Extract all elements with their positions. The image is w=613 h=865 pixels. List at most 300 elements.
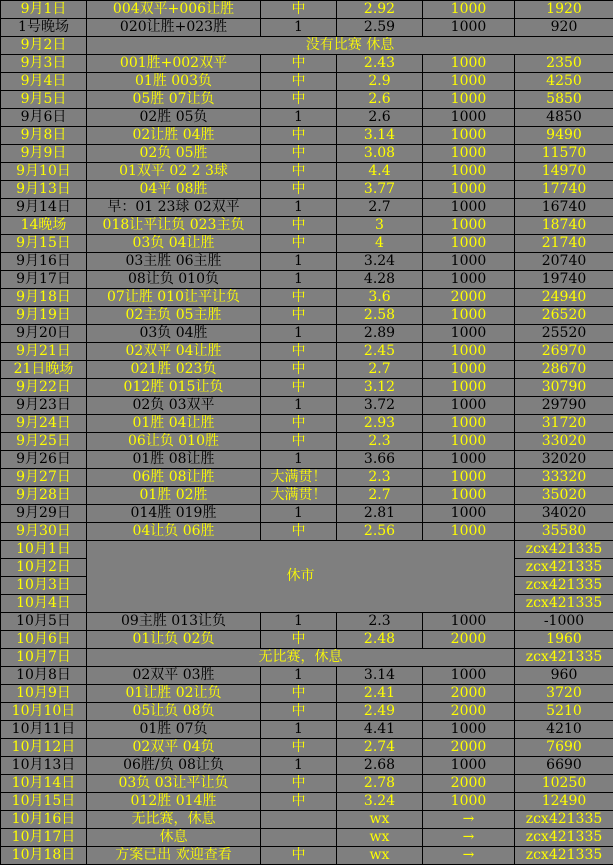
balance-cell: 5850	[515, 91, 613, 109]
result-cell: 中	[261, 685, 337, 703]
table-row	[1, 667, 613, 685]
balance-cell: 21740	[515, 235, 613, 253]
odds-cell: 3	[337, 217, 423, 235]
odds-cell: 4	[337, 235, 423, 253]
result-cell: 中	[261, 739, 337, 757]
result-cell: 1	[261, 721, 337, 739]
date-cell: 9月27日	[1, 469, 87, 487]
odds-cell: 2.93	[337, 415, 423, 433]
table-row	[1, 415, 613, 433]
result-cell: 中	[261, 145, 337, 163]
table-row	[1, 829, 613, 847]
stake-cell: 1000	[423, 613, 515, 631]
balance-cell: 4210	[515, 721, 613, 739]
date-cell: 9月17日	[1, 271, 87, 289]
odds-cell: 3.08	[337, 145, 423, 163]
balance-cell: 20740	[515, 253, 613, 271]
balance-cell: 9490	[515, 127, 613, 145]
table-row	[1, 397, 613, 415]
date-cell: 9月16日	[1, 253, 87, 271]
odds-cell: 2.49	[337, 703, 423, 721]
odds-cell: 3.66	[337, 451, 423, 469]
stake-cell: 1000	[423, 73, 515, 91]
result-cell	[261, 811, 337, 829]
bet-cell: 01胜 003负	[87, 73, 261, 91]
bet-cell: 08让负 010负	[87, 271, 261, 289]
bet-cell: 03负 03让平让负	[87, 775, 261, 793]
date-cell: 9月5日	[1, 91, 87, 109]
bet-cell: 02主负 05主胜	[87, 307, 261, 325]
balance-cell: 31720	[515, 415, 613, 433]
result-cell: 中	[261, 343, 337, 361]
date-cell: 9月26日	[1, 451, 87, 469]
date-cell: 21日晚场	[1, 361, 87, 379]
date-cell: 10月5日	[1, 613, 87, 631]
stake-cell: →	[423, 847, 515, 865]
table-row-no-match	[1, 649, 613, 667]
date-cell: 10月10日	[1, 703, 87, 721]
stake-cell: 2000	[423, 739, 515, 757]
date-cell: 10月17日	[1, 829, 87, 847]
result-cell: 中	[261, 361, 337, 379]
balance-cell: 1920	[515, 1, 613, 19]
result-cell: 中	[261, 379, 337, 397]
result-cell: 中	[261, 217, 337, 235]
result-cell: 中	[261, 163, 337, 181]
odds-cell: 2.45	[337, 343, 423, 361]
balance-cell: 24940	[515, 289, 613, 307]
balance-cell: -1000	[515, 613, 613, 631]
date-cell: 9月4日	[1, 73, 87, 91]
date-cell: 10月18日	[1, 847, 87, 865]
odds-cell: 2.59	[337, 19, 423, 37]
result-cell: 1	[261, 451, 337, 469]
stake-cell: 1000	[423, 415, 515, 433]
balance-cell: 6690	[515, 757, 613, 775]
balance-cell: 14970	[515, 163, 613, 181]
odds-cell: 3.24	[337, 253, 423, 271]
bet-cell: 02负 03双平	[87, 397, 261, 415]
bet-cell: 01胜 07负	[87, 721, 261, 739]
result-cell: 1	[261, 19, 337, 37]
odds-cell: 2.3	[337, 469, 423, 487]
date-cell: 9月21日	[1, 343, 87, 361]
table-row	[1, 487, 613, 505]
result-cell: 1	[261, 667, 337, 685]
table-row	[1, 127, 613, 145]
date-cell: 9月3日	[1, 55, 87, 73]
odds-cell: wx	[337, 829, 423, 847]
table-row	[1, 199, 613, 217]
result-cell: 中	[261, 127, 337, 145]
result-cell: 1	[261, 325, 337, 343]
balance-cell: zcx421335	[515, 811, 613, 829]
bet-cell: 02胜 05负	[87, 109, 261, 127]
bet-cell: 01让胜 02让负	[87, 685, 261, 703]
table-row	[1, 811, 613, 829]
odds-cell: 2.3	[337, 613, 423, 631]
balance-cell: 4850	[515, 109, 613, 127]
table-row	[1, 19, 613, 37]
date-cell: 10月3日	[1, 577, 87, 595]
date-cell: 10月15日	[1, 793, 87, 811]
balance-cell: 33320	[515, 469, 613, 487]
date-cell: 10月7日	[1, 649, 87, 667]
stake-cell: 1000	[423, 343, 515, 361]
result-cell: 中	[261, 847, 337, 865]
odds-cell: 3.24	[337, 793, 423, 811]
stake-cell: 1000	[423, 451, 515, 469]
date-cell: 9月8日	[1, 127, 87, 145]
table-row	[1, 793, 613, 811]
table-row	[1, 775, 613, 793]
result-cell: 中	[261, 415, 337, 433]
result-cell: 中	[261, 289, 337, 307]
bet-cell: 001胜+002双平	[87, 55, 261, 73]
stake-cell: 1000	[423, 721, 515, 739]
balance-cell: 26970	[515, 343, 613, 361]
odds-cell: 2.7	[337, 361, 423, 379]
bet-cell: 02双平 04让胜	[87, 343, 261, 361]
result-cell: 中	[261, 181, 337, 199]
table-row	[1, 703, 613, 721]
bet-cell: 01胜 04让胜	[87, 415, 261, 433]
odds-cell: 4.4	[337, 163, 423, 181]
date-cell: 9月23日	[1, 397, 87, 415]
balance-cell: 32020	[515, 451, 613, 469]
stake-cell: 1000	[423, 271, 515, 289]
stake-cell: 2000	[423, 703, 515, 721]
stake-cell: 1000	[423, 433, 515, 451]
table-row-no-match	[1, 37, 613, 55]
bet-cell: 休息	[87, 829, 261, 847]
balance-cell: 18740	[515, 217, 613, 235]
result-cell: 中	[261, 433, 337, 451]
date-cell: 9月2日	[1, 37, 87, 55]
stake-cell: 1000	[423, 307, 515, 325]
stake-cell: 1000	[423, 523, 515, 541]
stake-cell: 1000	[423, 325, 515, 343]
balance-cell: zcx421335	[515, 541, 613, 559]
result-cell: 中	[261, 1, 337, 19]
bet-cell: 方案已出 欢迎查看	[87, 847, 261, 865]
bet-cell: 02双平 04负	[87, 739, 261, 757]
table-row	[1, 289, 613, 307]
odds-cell: 3.6	[337, 289, 423, 307]
result-cell: 大满贯！	[261, 487, 337, 505]
table-row	[1, 1, 613, 19]
stake-cell: 1000	[423, 109, 515, 127]
bet-cell: 004双平+006让胜	[87, 1, 261, 19]
stake-cell: 1000	[423, 253, 515, 271]
result-cell: 中	[261, 793, 337, 811]
stake-cell: 1000	[423, 145, 515, 163]
stake-cell: 2000	[423, 775, 515, 793]
bet-cell: 01胜 08让胜	[87, 451, 261, 469]
odds-cell: 2.48	[337, 631, 423, 649]
balance-cell: 11570	[515, 145, 613, 163]
balance-cell: 4250	[515, 73, 613, 91]
stake-cell: 1000	[423, 181, 515, 199]
balance-cell: 10250	[515, 775, 613, 793]
date-cell: 9月29日	[1, 505, 87, 523]
date-cell: 9月28日	[1, 487, 87, 505]
bet-cell: 03主胜 06主胜	[87, 253, 261, 271]
stake-cell: 2000	[423, 631, 515, 649]
odds-cell: 2.41	[337, 685, 423, 703]
odds-cell: wx	[337, 811, 423, 829]
table-row	[1, 55, 613, 73]
date-cell: 10月12日	[1, 739, 87, 757]
stake-cell: 1000	[423, 199, 515, 217]
bet-cell: 01胜 02胜	[87, 487, 261, 505]
balance-cell: 1960	[515, 631, 613, 649]
balance-cell: zcx421335	[515, 595, 613, 613]
balance-cell: 25520	[515, 325, 613, 343]
odds-cell: 3.72	[337, 397, 423, 415]
bet-cell: 早：01 23球 02双平	[87, 199, 261, 217]
result-cell: 1	[261, 613, 337, 631]
balance-cell: zcx421335	[515, 829, 613, 847]
table-row	[1, 631, 613, 649]
table-row	[1, 181, 613, 199]
table-row	[1, 253, 613, 271]
bet-cell: 04让负 06胜	[87, 523, 261, 541]
stake-cell: →	[423, 829, 515, 847]
balance-cell: 33020	[515, 433, 613, 451]
bet-cell: 02负 05胜	[87, 145, 261, 163]
result-cell: 中	[261, 307, 337, 325]
table-row	[1, 109, 613, 127]
balance-cell: zcx421335	[515, 559, 613, 577]
balance-cell: 29790	[515, 397, 613, 415]
date-cell: 9月1日	[1, 1, 87, 19]
date-cell: 10月8日	[1, 667, 87, 685]
table-row	[1, 361, 613, 379]
bet-cell: 01让负 02负	[87, 631, 261, 649]
table-row	[1, 343, 613, 361]
bet-cell: 06胜/负 08让负	[87, 757, 261, 775]
stake-cell: 1000	[423, 361, 515, 379]
odds-cell: 2.89	[337, 325, 423, 343]
no-match-notice: 没有比赛 休息	[87, 37, 613, 55]
bet-cell: 07让胜 010让平让负	[87, 289, 261, 307]
balance-cell: 5210	[515, 703, 613, 721]
result-cell: 1	[261, 505, 337, 523]
stake-cell: →	[423, 811, 515, 829]
result-cell: 中	[261, 73, 337, 91]
date-cell: 9月15日	[1, 235, 87, 253]
bet-cell: 021胜 023负	[87, 361, 261, 379]
balance-cell: 17740	[515, 181, 613, 199]
table-row	[1, 757, 613, 775]
stake-cell: 1000	[423, 487, 515, 505]
table-row	[1, 505, 613, 523]
table-body	[1, 1, 613, 865]
odds-cell: 2.56	[337, 523, 423, 541]
bet-cell: 无比赛，休息	[87, 811, 261, 829]
table-row	[1, 217, 613, 235]
bet-cell: 02双平 03胜	[87, 667, 261, 685]
balance-cell: 26520	[515, 307, 613, 325]
balance-cell: 3720	[515, 685, 613, 703]
date-cell: 9月14日	[1, 199, 87, 217]
date-cell: 10月4日	[1, 595, 87, 613]
stake-cell: 1000	[423, 667, 515, 685]
balance-cell: 12490	[515, 793, 613, 811]
table-row	[1, 145, 613, 163]
balance-cell: 960	[515, 667, 613, 685]
stake-cell: 1000	[423, 91, 515, 109]
bet-cell: 012胜 014胜	[87, 793, 261, 811]
market-closed-notice: 休市	[87, 541, 515, 613]
stake-cell: 2000	[423, 289, 515, 307]
date-cell: 10月2日	[1, 559, 87, 577]
odds-cell: 2.6	[337, 91, 423, 109]
bet-cell: 03负 04胜	[87, 325, 261, 343]
balance-cell: 920	[515, 19, 613, 37]
table-row	[1, 163, 613, 181]
result-cell: 中	[261, 91, 337, 109]
result-cell: 中	[261, 775, 337, 793]
stake-cell: 1000	[423, 55, 515, 73]
stake-cell: 1000	[423, 379, 515, 397]
date-cell: 9月13日	[1, 181, 87, 199]
bet-cell: 018让平让负 023主负	[87, 217, 261, 235]
odds-cell: 3.12	[337, 379, 423, 397]
date-cell: 10月11日	[1, 721, 87, 739]
bet-cell: 020让胜+023胜	[87, 19, 261, 37]
result-cell: 中	[261, 55, 337, 73]
odds-cell: 3.14	[337, 127, 423, 145]
date-cell: 9月9日	[1, 145, 87, 163]
table-row	[1, 307, 613, 325]
stake-cell: 2000	[423, 685, 515, 703]
balance-cell: zcx421335	[515, 649, 613, 667]
result-cell: 中	[261, 631, 337, 649]
odds-cell: 4.41	[337, 721, 423, 739]
table-row	[1, 433, 613, 451]
bet-cell: 09主胜 013让负	[87, 613, 261, 631]
table-row	[1, 271, 613, 289]
date-cell: 9月19日	[1, 307, 87, 325]
balance-cell: 35020	[515, 487, 613, 505]
result-cell: 中	[261, 523, 337, 541]
date-cell: 9月22日	[1, 379, 87, 397]
date-cell: 14晚场	[1, 217, 87, 235]
result-cell: 1	[261, 199, 337, 217]
date-cell: 9月24日	[1, 415, 87, 433]
odds-cell: 4.28	[337, 271, 423, 289]
table-row	[1, 739, 613, 757]
date-cell: 10月1日	[1, 541, 87, 559]
balance-cell: 7690	[515, 739, 613, 757]
table-row	[1, 379, 613, 397]
result-cell: 1	[261, 397, 337, 415]
balance-cell: 28670	[515, 361, 613, 379]
balance-cell: 16740	[515, 199, 613, 217]
table-row	[1, 685, 613, 703]
stake-cell: 1000	[423, 505, 515, 523]
table-row	[1, 469, 613, 487]
odds-cell: 2.78	[337, 775, 423, 793]
odds-cell: 2.43	[337, 55, 423, 73]
date-cell: 10月13日	[1, 757, 87, 775]
bet-cell: 02让胜 04胜	[87, 127, 261, 145]
table-row	[1, 325, 613, 343]
odds-cell: 2.74	[337, 739, 423, 757]
result-cell: 大满贯！	[261, 469, 337, 487]
balance-cell: 2350	[515, 55, 613, 73]
stake-cell: 1000	[423, 235, 515, 253]
date-cell: 9月20日	[1, 325, 87, 343]
table-row	[1, 847, 613, 865]
result-cell: 中	[261, 235, 337, 253]
date-cell: 9月30日	[1, 523, 87, 541]
odds-cell: 2.3	[337, 433, 423, 451]
odds-cell: 2.92	[337, 1, 423, 19]
bet-cell: 03负 04让胜	[87, 235, 261, 253]
table-row	[1, 721, 613, 739]
no-match-notice: 无比赛，休息	[87, 649, 515, 667]
table-row-market-closed	[1, 541, 613, 559]
odds-cell: 2.7	[337, 199, 423, 217]
date-cell: 10月16日	[1, 811, 87, 829]
table-row	[1, 91, 613, 109]
stake-cell: 1000	[423, 469, 515, 487]
bet-cell: 04平 08胜	[87, 181, 261, 199]
table-row	[1, 613, 613, 631]
stake-cell: 1000	[423, 217, 515, 235]
result-cell	[261, 829, 337, 847]
table-row	[1, 451, 613, 469]
result-cell: 1	[261, 271, 337, 289]
odds-cell: 2.7	[337, 487, 423, 505]
bet-cell: 012胜 015让负	[87, 379, 261, 397]
balance-cell: zcx421335	[515, 847, 613, 865]
bet-cell: 06让负 010胜	[87, 433, 261, 451]
stake-cell: 1000	[423, 793, 515, 811]
stake-cell: 1000	[423, 127, 515, 145]
odds-cell: 2.6	[337, 109, 423, 127]
table-row	[1, 235, 613, 253]
odds-cell: 2.81	[337, 505, 423, 523]
odds-cell: wx	[337, 847, 423, 865]
stake-cell: 1000	[423, 19, 515, 37]
result-cell: 1	[261, 757, 337, 775]
result-cell: 1	[261, 253, 337, 271]
balance-cell: 30790	[515, 379, 613, 397]
balance-cell: 35580	[515, 523, 613, 541]
odds-cell: 3.14	[337, 667, 423, 685]
date-cell: 10月6日	[1, 631, 87, 649]
table-row	[1, 523, 613, 541]
result-cell: 中	[261, 703, 337, 721]
date-cell: 9月6日	[1, 109, 87, 127]
stake-cell: 1000	[423, 163, 515, 181]
stake-cell: 1000	[423, 1, 515, 19]
bet-cell: 06胜 08让胜	[87, 469, 261, 487]
odds-cell: 2.58	[337, 307, 423, 325]
bet-cell: 05让负 08负	[87, 703, 261, 721]
date-cell: 1号晚场	[1, 19, 87, 37]
balance-cell: 19740	[515, 271, 613, 289]
bet-cell: 014胜 019胜	[87, 505, 261, 523]
balance-cell: 34020	[515, 505, 613, 523]
date-cell: 10月14日	[1, 775, 87, 793]
odds-cell: 2.68	[337, 757, 423, 775]
table-row	[1, 73, 613, 91]
